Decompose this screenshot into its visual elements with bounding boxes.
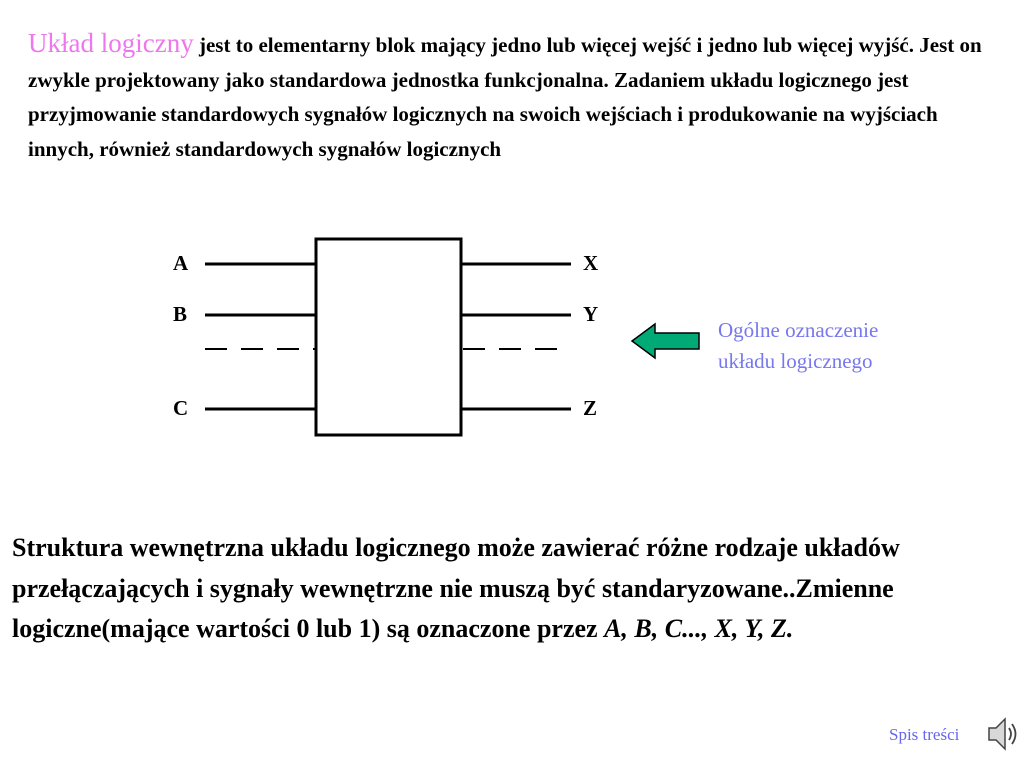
left-arrow-icon: [632, 324, 699, 358]
term-uklad-logiczny: Układ logiczny: [28, 28, 194, 58]
bottom-text: Struktura wewnętrzna układu logicznego może zawierać różne rodzaje układów przełączających i sygnały wewnętrzne nie muszą być standaryzowane..Zmienne logiczne(mające wartości 0 lub 1) są oznaczone przez: [12, 533, 900, 643]
table-of-contents-link[interactable]: Spis treści: [889, 725, 960, 744]
intro-text: jest to elementarny blok mający jedno lub więcej wejść i jedno lub więcej wyjść. Jest on zwykle projektowany jako standardowa jednostka funkcjonalna. Zadaniem układu logicznego jest przyjmowanie standardowych sygnałów logicznych na swoich wejściach i produkowanie na wyjściach innych, również standardowych sygnałów logicznych: [28, 33, 982, 161]
caption-line-1: Ogólne oznaczenie: [718, 318, 879, 342]
variable-list: A, B, C..., X, Y, Z.: [604, 614, 794, 643]
logic-block: [316, 239, 461, 435]
input-label-b: B: [173, 302, 188, 326]
output-label-z: Z: [583, 396, 598, 420]
bottom-paragraph: [12, 528, 1012, 650]
input-label-c: C: [173, 396, 189, 420]
caption-line-2: układu logicznego: [718, 349, 873, 373]
output-label-x: X: [583, 251, 599, 275]
diagram-caption: [718, 315, 968, 377]
input-label-a: A: [173, 251, 189, 275]
speaker-icon[interactable]: [986, 714, 1020, 754]
output-label-y: Y: [583, 302, 599, 326]
